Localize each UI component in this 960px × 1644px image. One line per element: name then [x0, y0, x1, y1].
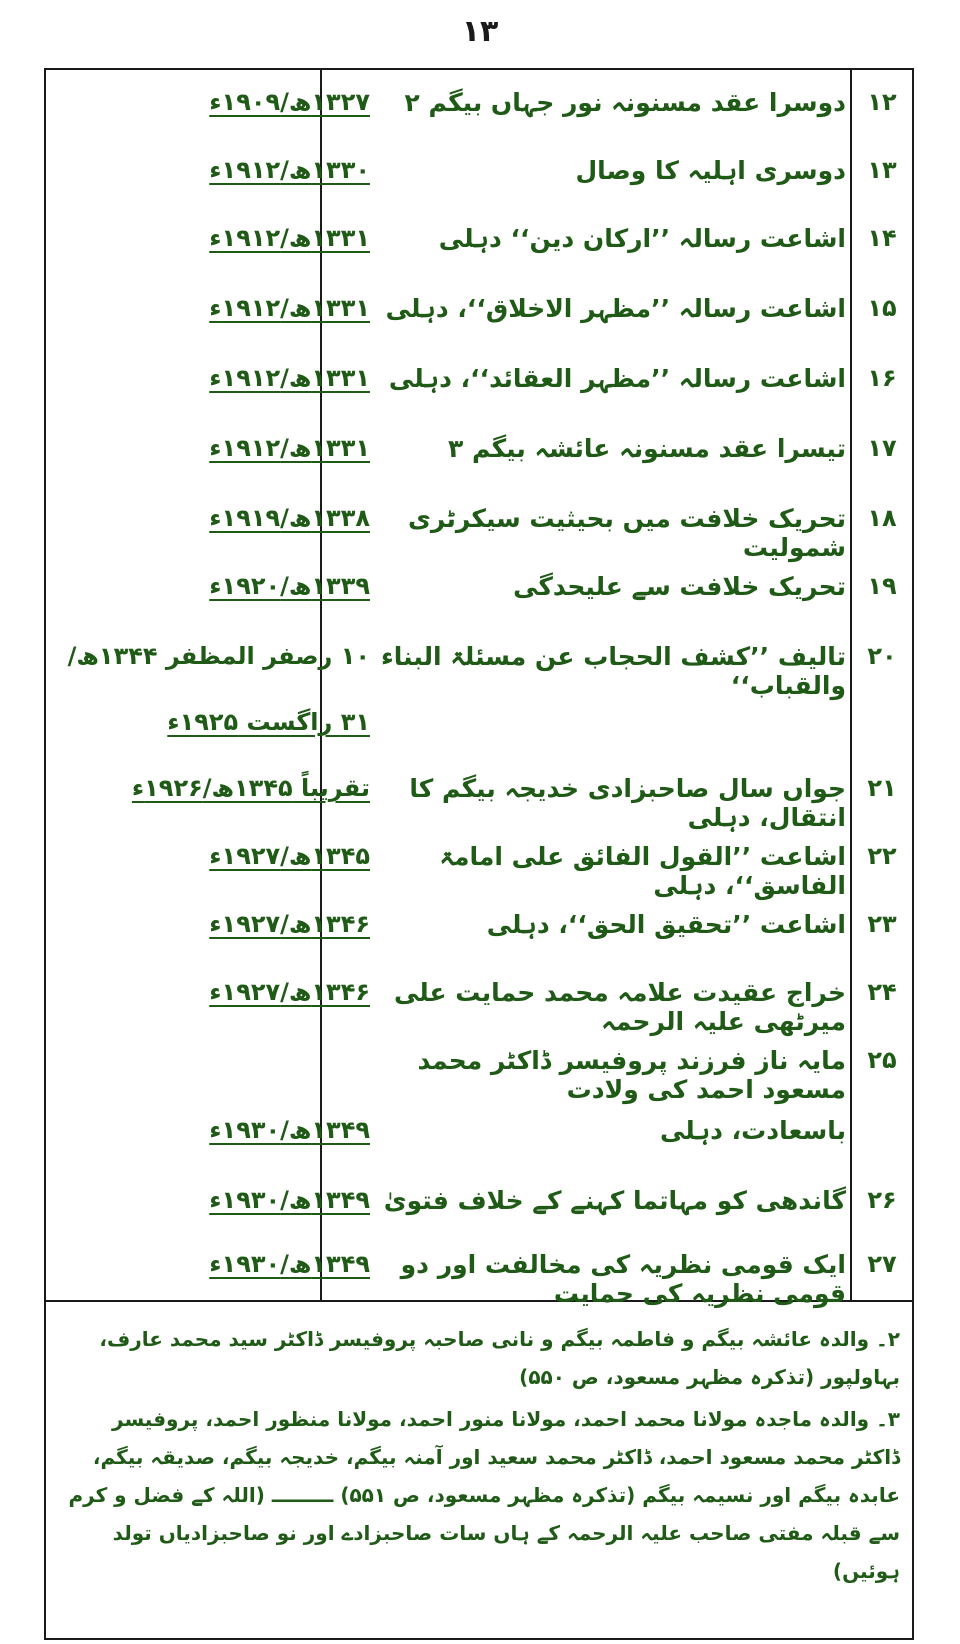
row-number: ۲۳ — [867, 910, 897, 938]
row-date: ۱۳۳۱ھ/۱۹۱۲ء — [209, 224, 370, 252]
row-date: ۱۳۴۶ھ/۱۹۲۷ء — [209, 978, 370, 1006]
table-row — [46, 358, 912, 418]
table-row — [46, 972, 912, 1036]
footnote-2: ۲۔ والدہ عائشہ بیگم و فاطمہ بیگم و نانی صاحبہ پروفیسر ڈاکٹر سید محمد عارف، بہاولپور (تذکرہ مظہر مسعود، ص ۵۵۰) — [99, 1327, 900, 1389]
row-event: مایہ ناز فرزند پروفیسر ڈاکٹر محمد مسعود احمد کی ولادت — [417, 1046, 846, 1104]
table-row — [46, 1180, 912, 1240]
table-row — [46, 566, 912, 626]
row-number: ۲۷ — [867, 1250, 897, 1278]
table-row — [46, 768, 912, 832]
row-number: ۲۵ — [867, 1046, 897, 1074]
row-number: ۲۰ — [867, 642, 897, 670]
row-number: ۱۲ — [867, 88, 897, 116]
table-row — [46, 1244, 912, 1308]
table-row — [46, 150, 912, 210]
row-number: ۱۷ — [867, 434, 897, 462]
row-date: ۱۳۳۰ھ/۱۹۱۲ء — [209, 156, 370, 184]
row-date: ۱۰ رصفر المظفر ۱۳۴۴ھ/ — [67, 642, 370, 670]
table-row — [46, 428, 912, 488]
row-date: ۱۳۳۱ھ/۱۹۱۲ء — [209, 434, 370, 462]
row-event: اشاعت رسالہ ’’ارکان دین‘‘ دہلی — [438, 224, 846, 253]
row-date: ۱۳۳۱ھ/۱۹۱۲ء — [209, 364, 370, 392]
row-date: ۱۳۴۶ھ/۱۹۲۷ء — [209, 910, 370, 938]
row-number: ۱۴ — [867, 224, 897, 252]
row-event: تحریک خلافت میں بحیثیت سیکرٹری شمولیت — [408, 504, 846, 562]
row-number: ۱۵ — [867, 294, 897, 322]
table-row — [46, 636, 912, 700]
row-date: ۱۳۲۷ھ/۱۹۰۹ء — [209, 88, 370, 116]
row-date: ۱۳۴۹ھ/۱۹۳۰ء — [209, 1116, 370, 1144]
row-event: اشاعت ’’القول الفائق علی امامۃ الفاسق‘‘، دہلی — [439, 842, 846, 900]
footnote-3: ۳۔ والدہ ماجدہ مولانا محمد احمد، مولانا منور احمد، مولانا منظور احمد، پروفیسر ڈاکٹر محمد مسعود احمد، ڈاکٹر محمد سعید اور آمنہ بیگم، خدیجہ بیگم، صدیقہ بیگم، عابدہ بیگم اور نسیمہ بیگم (تذکرہ مظہر مسعود، ص ۵۵۱) ـــــــــ (اللہ کے فضل و کرم سے قبلہ مفتی صاحب علیہ الرحمہ کے ہاں سات صاحبزادے اور نو صاحبزادیاں تولد ہوئیں) — [68, 1407, 900, 1583]
table-row — [46, 1040, 912, 1104]
row-number: ۲۱ — [867, 774, 897, 802]
row-number: ۱۹ — [867, 572, 897, 600]
table-row — [46, 702, 912, 762]
row-date: تقریباً ۱۳۴۵ھ/۱۹۲۶ء — [131, 774, 370, 802]
page-number: ۱۳ — [461, 14, 499, 49]
row-number: ۲۲ — [867, 842, 897, 870]
row-event: تالیف ’’کشف الحجاب عن مسئلۃ البناء والقباب‘‘ — [381, 642, 846, 700]
row-event: اشاعت ’’تحقیق الحق‘‘، دہلی — [486, 910, 846, 939]
row-number: ۱۸ — [867, 504, 897, 532]
table-row — [46, 82, 912, 142]
row-date: ۱۳۴۹ھ/۱۹۳۰ء — [209, 1186, 370, 1214]
row-event: دوسرا عقد مسنونہ نور جہاں بیگم ۲ — [404, 88, 846, 117]
table-row — [46, 904, 912, 964]
row-event: باسعادت، دہلی — [660, 1116, 846, 1145]
footnotes — [60, 1320, 900, 1594]
row-event: تیسرا عقد مسنونہ عائشہ بیگم ۳ — [448, 434, 846, 463]
table-row — [46, 218, 912, 278]
row-event: اشاعت رسالہ ’’مظہر الاخلاق‘‘، دہلی — [385, 294, 846, 323]
row-event: ایک قومی نظریہ کی مخالفت اور دو قومی نظریہ کی حمایت — [400, 1250, 846, 1308]
table-row — [46, 288, 912, 348]
row-date: ۱۳۳۹ھ/۱۹۲۰ء — [209, 572, 370, 600]
row-event: اشاعت رسالہ ’’مظہر العقائد‘‘، دہلی — [388, 364, 846, 393]
row-event: گاندھی کو مہاتما کہنے کے خلاف فتویٰ — [383, 1186, 846, 1215]
row-event: خراج عقیدت علامہ محمد حمایت علی میرٹھی علیہ الرحمہ — [394, 978, 846, 1036]
row-number: ۲۴ — [867, 978, 897, 1006]
row-date: ۱۳۳۱ھ/۱۹۱۲ء — [209, 294, 370, 322]
row-number: ۱۶ — [867, 364, 897, 392]
row-event: دوسری اہلیہ کا وصال — [575, 156, 846, 185]
row-date: ۳۱ راگست ۱۹۲۵ء — [167, 708, 370, 736]
row-event: تحریک خلافت سے علیحدگی — [513, 572, 846, 601]
row-date: ۱۳۴۵ھ/۱۹۲۷ء — [209, 842, 370, 870]
row-event: جواں سال صاحبزادی خدیجہ بیگم کا انتقال، دہلی — [409, 774, 846, 832]
row-date: ۱۳۳۸ھ/۱۹۱۹ء — [209, 504, 370, 532]
table-row — [46, 1110, 912, 1170]
table-row — [46, 498, 912, 562]
table-row — [46, 836, 912, 900]
row-number: ۱۳ — [867, 156, 897, 184]
row-number: ۲۶ — [867, 1186, 897, 1214]
row-date: ۱۳۴۹ھ/۱۹۳۰ء — [209, 1250, 370, 1278]
